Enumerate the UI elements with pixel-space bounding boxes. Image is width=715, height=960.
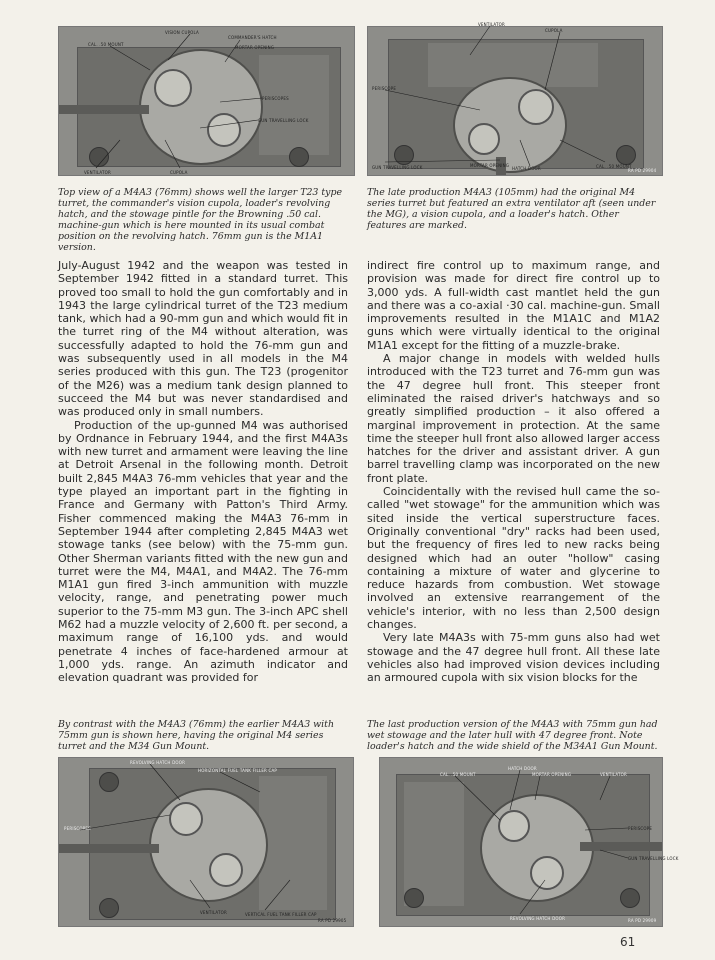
caption-bottom-left: By contrast with the M4A3 (76mm) the earlier M4A3 with 75mm gun is shown here, having the original M4 series turret and the M34 Gun Mount.	[58, 719, 334, 752]
caption-top-left: Top view of a M4A3 (76mm) shows well the larger T23 type turret, the commander's vision cupola, loader's revolving hatch, and the stowage pintle for the Browning .50 cal. machine-gun which is here mounted in its usual combat position on the revolving hatch. 76mm gun is the M1A1 version.	[58, 187, 342, 253]
photo-label: VISION CUPOLA	[165, 30, 199, 35]
paragraph: Production of the up-gunned M4 was authorised by Ordnance in February 1944, and the first M4A3s with new turret and armament were leaving the line at Detroit Arsenal in the following month. Detroit built 2,845 M4A3 76-mm vehicles that year and the type played an important part in the fighting in France and Germany with Patton's Third Army. Fisher commenced making the M4A3 76-mm in September 1944 after completing 2,845 M4A3 wet stowage tanks (see below) with the 75-mm gun. Other Sherman variants fitted with the new gun and turret were the M4, M4A1, and M4A2. The 76-mm M1A1 gun fired 3-inch ammunition with muzzle velocity, range, and penetrating power much superior to the 75-mm M3 gun. The 3-inch APC shell M62 had a muzzle velocity of 2,600 ft. per second, a maximum range of 16,100 yds. and would penetrate 4 inches of face-hardened armour at 1,000 yds. range. An azimuth indicator and elevation quadrant was provided for	[58, 418, 348, 685]
photo-label: VERTICAL FUEL TANK FILLER CAP	[245, 912, 317, 917]
photo-label: PERISCOPES	[262, 96, 289, 101]
photo-reference: RA PD 29905	[318, 918, 347, 923]
photo-label: CUPOLA	[545, 28, 563, 33]
paragraph: July-August 1942 and the weapon was tested in September 1942 fitted in a standard turret. This proved too small to hold the gun comfortably and in 1943 the large cylindrical turret of the T23 medium tank, which had a 90-mm gun and which would fit in the turret ring of the M4 without alteration, was successfully adapted to hold the 76-mm gun and was subsequently used in all models in the M4 series produced with this gun. The T23 (progenitor of the M26) was a medium tank design planned to succeed the M4 but was never standardised and was produced only in small numbers.	[58, 259, 348, 419]
photo-label: GUN TRAVELLING LOCK	[628, 856, 679, 861]
photo-label: PERISCOPE	[372, 86, 397, 91]
paragraph: A major change in models with welded hulls introduced with the T23 turret and 76-mm gun was the 47 degree hull front. This steeper front eliminated the raised driver's hatchways and so greatly simplified production – it also offered a marginal improvement in protection. At the same time the steeper hull front also allowed larger access hatches for the driver and assistant driver. A gun barrel travelling clamp was incorporated on the new front plate.	[367, 352, 661, 485]
photo-label: REVOLVING HATCH DOOR	[510, 916, 566, 921]
photo-label: CAL. .50 MOUNT	[88, 42, 124, 47]
photo-label: VENTILATOR	[600, 772, 627, 777]
photo-label: HATCH DOOR	[512, 166, 541, 171]
photo-label: VENTILATOR	[84, 170, 111, 175]
photo-label: REVOLVING HATCH DOOR	[130, 760, 186, 765]
photo-reference: RA PD 29904	[628, 168, 657, 173]
photo-label: MORTAR OPENING	[532, 772, 572, 777]
caption-bottom-right: The last production version of the M4A3 with 75mm gun had wet stowage and the later hull with 47 degree front. Note loader's hatch and the wide shield of the M34A1 Gun Mount.	[367, 719, 658, 752]
photo-label: PERISCOPE	[628, 826, 653, 831]
paragraph: Coincidentally with the revised hull came the so-called "wet stowage" for the ammunition which was sited inside the vertical superstructure faces. Originally conventional "dry" racks had been used, but the frequency of fires led to new racks being designed which had an outer "hollow" casing containing a mixture of water and glycerine to reduce hazards from combustion. Wet stowage involved an extensive rearrangement of the vehicle's interior, with no less than 2,500 design changes.	[367, 485, 660, 632]
photo-label: VENTILATOR	[200, 910, 227, 915]
photo-label: CUPOLA	[170, 170, 188, 175]
photo-label: CAL. .50 MOUNT	[596, 164, 632, 169]
photo-label: HATCH DOOR	[508, 766, 537, 771]
photo-reference: RA PD 29909	[628, 918, 657, 923]
photo-label: GUN TRAVELLING LOCK	[372, 165, 423, 170]
page-number: 61	[620, 935, 636, 949]
photo-label: GUN TRAVELLING LOCK	[258, 118, 309, 123]
paragraph: indirect fire control up to maximum range, and provision was made for direct fire control up to 3,000 yds. A full-width cast mantlet held the gun and there was a co-axial ·30 cal. machine-gun. Small improvements resulted in the M1A1C and M1A2 guns which were virtually identical to the original M1A1 except for the fitting of a muzzle-brake.	[367, 259, 660, 352]
photo-label: CAL. .50 MOUNT	[440, 772, 476, 777]
photo-label: COMMANDER'S HATCH	[228, 35, 277, 40]
photo-label: MORTAR OPENING	[470, 163, 510, 168]
photo-label: HORIZONTAL FUEL TANK FILLER CAP	[198, 768, 278, 773]
paragraph: Very late M4A3s with 75-mm guns also had wet stowage and the 47 degree hull front. All these late vehicles also had improved vision devices including an armoured cupola with six vision blocks for the	[367, 631, 660, 685]
photo-label: PERISCOPES	[64, 826, 91, 831]
photo-label: MORTAR OPENING	[235, 45, 275, 50]
caption-top-right: The late production M4A3 (105mm) had the original M4 series turret but featured an extra ventilator aft (seen under the MG), a vision cupola, and a loader's hatch. Other features are marked.	[367, 187, 656, 231]
photo-label: VENTILATOR	[478, 22, 505, 27]
